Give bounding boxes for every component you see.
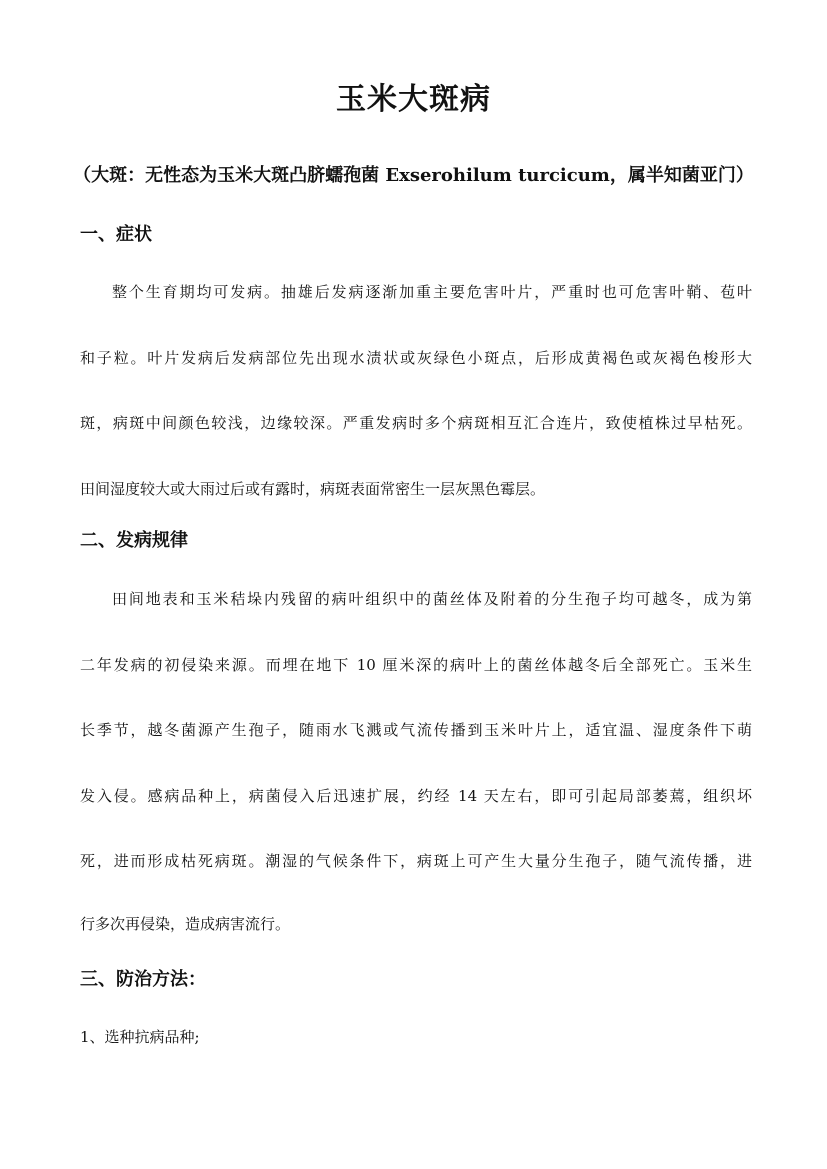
paragraph-line: 和子粒。叶片发病后发病部位先出现水渍状或灰绿色小斑点，后形成黄褐色或灰褐色梭形大 xyxy=(80,349,752,367)
paragraph-line: 行多次再侵染，造成病害流行。 xyxy=(80,915,291,933)
paragraph-line: 死，进而形成枯死病斑。潮湿的气候条件下，病斑上可产生大量分生孢子，随气流传播，进 xyxy=(80,852,752,870)
section-heading-disease-pattern: 二、发病规律 xyxy=(80,530,188,551)
section-heading-control-methods: 三、防治方法： xyxy=(80,969,206,990)
paragraph-line: 长季节，越冬菌源产生孢子，随雨水飞溅或气流传播到玉米叶片上，适宜温、湿度条件下萌 xyxy=(80,721,752,739)
paragraph-line: 发入侵。感病品种上，病菌侵入后迅速扩展，约经 14 天左右，即可引起局部萎蔫，组织坏 xyxy=(80,787,752,805)
paragraph-line: 斑，病斑中间颜色较浅，边缘较深。严重发病时多个病斑相互汇合连片，致使植株过早枯死。 xyxy=(80,414,752,432)
paragraph-line: 二年发病的初侵染来源。而埋在地下 10 厘米深的病叶上的菌丝体越冬后全部死亡。玉米生 xyxy=(80,656,752,674)
list-item: 1、选种抗病品种; xyxy=(80,1028,200,1046)
page-subtitle: （大斑：无性态为玉米大斑凸脐蠕孢菌 Exserohilum turcicum，属半知菌亚门） xyxy=(73,165,754,186)
paragraph-line: 田间地表和玉米秸垛内残留的病叶组织中的菌丝体及附着的分生孢子均可越冬，成为第 xyxy=(112,590,752,608)
section-heading-symptoms: 一、症状 xyxy=(80,224,152,245)
paragraph-line: 田间湿度较大或大雨过后或有露时，病斑表面常密生一层灰黑色霉层。 xyxy=(80,480,546,498)
paragraph-line: 整个生育期均可发病。抽雄后发病逐渐加重主要危害叶片，严重时也可危害叶鞘、苞叶 xyxy=(112,283,752,301)
page-title: 玉米大斑病 xyxy=(336,82,491,117)
